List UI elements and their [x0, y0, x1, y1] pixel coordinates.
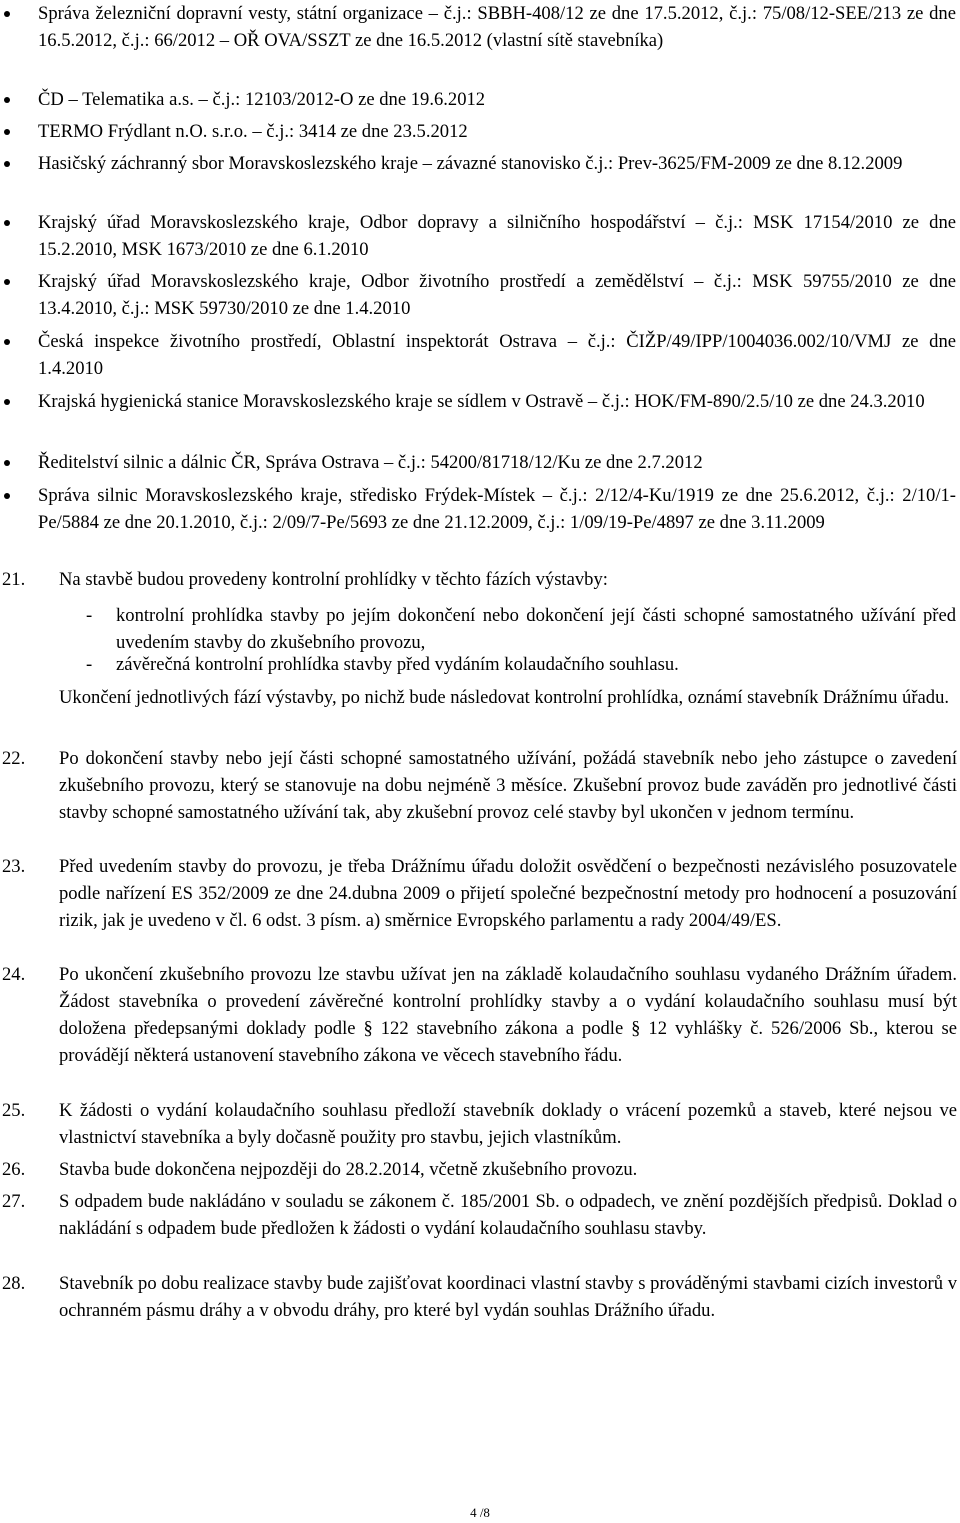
bullet-text: ČD – Telematika a.s. – č.j.: 12103/2012-O ze dne 19.6.2012	[38, 89, 486, 110]
bullet-text: Česká inspekce životního prostředí, Oblastní inspektorát Ostrava – č.j.: ČIŽP/49/IPP/1004036.002/10/VMJ ze dne 1.4.2010	[38, 331, 956, 379]
bullet-text: Krajská hygienická stanice Moravskoslezského kraje se sídlem v Ostravě – č.j.: HOK/FM-890/2.5/10 ze dne 24.3.2010	[38, 391, 925, 412]
item-text: Před uvedením stavby do provozu, je třeba Drážnímu úřadu doložit osvědčení o bezpečnosti nezávislého posuzovatele podle nařízení ES 352/2009 ze dne 24.dubna 2009 o přijetí společné bezpečnostní metody pro hodnocení a posuzování rizik, jak je uvedeno v čl. 6 odst. 3 písm. a) směrnice Evropského parlamentu a rady 2004/49/ES.	[59, 856, 957, 931]
item-text: Po ukončení zkušebního provozu lze stavbu užívat jen na základě kolaudačního souhlasu vydaného Drážním úřadem. Žádost stavebníka o provedení závěrečné kontrolní prohlídky stavby a o vydání kolaudačního souhlasu musí být doložena předepsanými doklady podle § 122 stavebního zákona a podle § 12 vyhlášky č. 526/2006 Sb., kterou se provádějí některá ustanovení stavebního zákona ve věcech stavebního řádu.	[59, 964, 957, 1066]
item-text: Na stavbě budou provedeny kontrolní prohlídky v těchto fázích výstavby:	[59, 569, 608, 590]
item-number: 23.	[2, 856, 26, 877]
bullet-text: Správa železniční dopravní vesty, státní organizace – č.j.: SBBH-408/12 ze dne 17.5.2012, č.j.: 75/08/12-SEE/213 ze dne 16.5.2012, č.j.: 66/2012 – OŘ OVA/SSZT ze dne 16.5.2012 (vlastní sítě stavebníka)	[38, 3, 956, 51]
item-number: 28.	[2, 1273, 26, 1294]
item-number: 24.	[2, 964, 26, 985]
bullet-text: Ředitelství silnic a dálnic ČR, Správa Ostrava – č.j.: 54200/81718/12/Ku ze dne 2.7.2012	[38, 452, 703, 473]
bullet-icon	[4, 279, 10, 285]
item-text: Po dokončení stavby nebo její části schopné samostatného užívání, požádá stavebník nebo jeho zástupce o zavedení zkušebního provozu, který se stanovuje na dobu nejméně 3 měsíce. Zkušební provoz bude zaváděn pro jednotlivé části stavby schopné samostatného užívání tak, aby zkušební provoz celé stavby byl ukončen v jednom termínu.	[59, 748, 957, 823]
bullet-icon	[4, 460, 10, 466]
item-number: 21.	[2, 569, 26, 590]
sub-item-text: závěrečná kontrolní prohlídka stavby před vydáním kolaudačního souhlasu.	[116, 654, 679, 675]
bullet-text: TERMO Frýdlant n.O. s.r.o. – č.j.: 3414 ze dne 23.5.2012	[38, 121, 468, 142]
bullet-text: Hasičský záchranný sbor Moravskoslezského kraje – závazné stanovisko č.j.: Prev-3625/FM-2009 ze dne 8.12.2009	[38, 153, 903, 174]
item-number: 26.	[2, 1159, 26, 1180]
dash-marker: -	[86, 605, 93, 626]
bullet-icon	[4, 399, 10, 405]
bullet-icon	[4, 339, 10, 345]
bullet-text: Krajský úřad Moravskoslezského kraje, Odbor životního prostředí a zemědělství – č.j.: MSK 59755/2010 ze dne 13.4.2010, č.j.: MSK 59730/2010 ze dne 1.4.2010	[38, 271, 956, 319]
page-number: 4 /8	[470, 1505, 490, 1520]
bullet-icon	[4, 493, 10, 499]
bullet-icon	[4, 11, 10, 17]
sub-item-text: kontrolní prohlídka stavby po jejím dokončení nebo dokončení její části schopné samostatného užívání před uvedením stavby do zkušebního provozu,	[116, 605, 956, 653]
item-number: 22.	[2, 748, 26, 769]
item-text: Stavebník po dobu realizace stavby bude zajišťovat koordinaci vlastní stavby s prováděnými stavbami cizích investorů v ochranném pásmu dráhy a v obvodu dráhy, pro které byl vydán souhlas Drážního úřadu.	[59, 1273, 957, 1321]
item-number: 25.	[2, 1100, 26, 1121]
bullet-text: Správa silnic Moravskoslezského kraje, středisko Frýdek-Místek – č.j.: 2/12/4-Ku/1919 ze dne 25.6.2012, č.j.: 2/10/1-Pe/5884 ze dne 20.1.2010, č.j.: 2/09/7-Pe/5693 ze dne 21.12.2009, č.j.: 1/09/19-Pe/4897 ze dne 3.11.2009	[38, 485, 956, 533]
bullet-icon	[4, 129, 10, 135]
bullet-icon	[4, 161, 10, 167]
item-paragraph: Ukončení jednotlivých fází výstavby, po nichž bude následovat kontrolní prohlídka, oznámí stavebník Drážnímu úřadu.	[59, 687, 950, 708]
bullet-icon	[4, 97, 10, 103]
item-text: Stavba bude dokončena nejpozději do 28.2.2014, včetně zkušebního provozu.	[59, 1159, 638, 1180]
item-text: K žádosti o vydání kolaudačního souhlasu předloží stavebník doklady o vrácení pozemků a staveb, které nejsou ve vlastnictví stavebníka a byly dočasně použity pro stavbu, jejich vlastníkům.	[59, 1100, 957, 1148]
item-text: S odpadem bude nakládáno v souladu se zákonem č. 185/2001 Sb. o odpadech, ve znění pozdějších předpisů. Doklad o nakládání s odpadem bude předložen k žádosti o vydání kolaudačního souhlasu stavby.	[59, 1191, 957, 1239]
bullet-icon	[4, 220, 10, 226]
dash-marker: -	[86, 654, 93, 675]
item-number: 27.	[2, 1191, 26, 1212]
bullet-text: Krajský úřad Moravskoslezského kraje, Odbor dopravy a silničního hospodářství – č.j.: MSK 17154/2010 ze dne 15.2.2010, MSK 1673/2010 ze dne 6.1.2010	[38, 212, 956, 260]
